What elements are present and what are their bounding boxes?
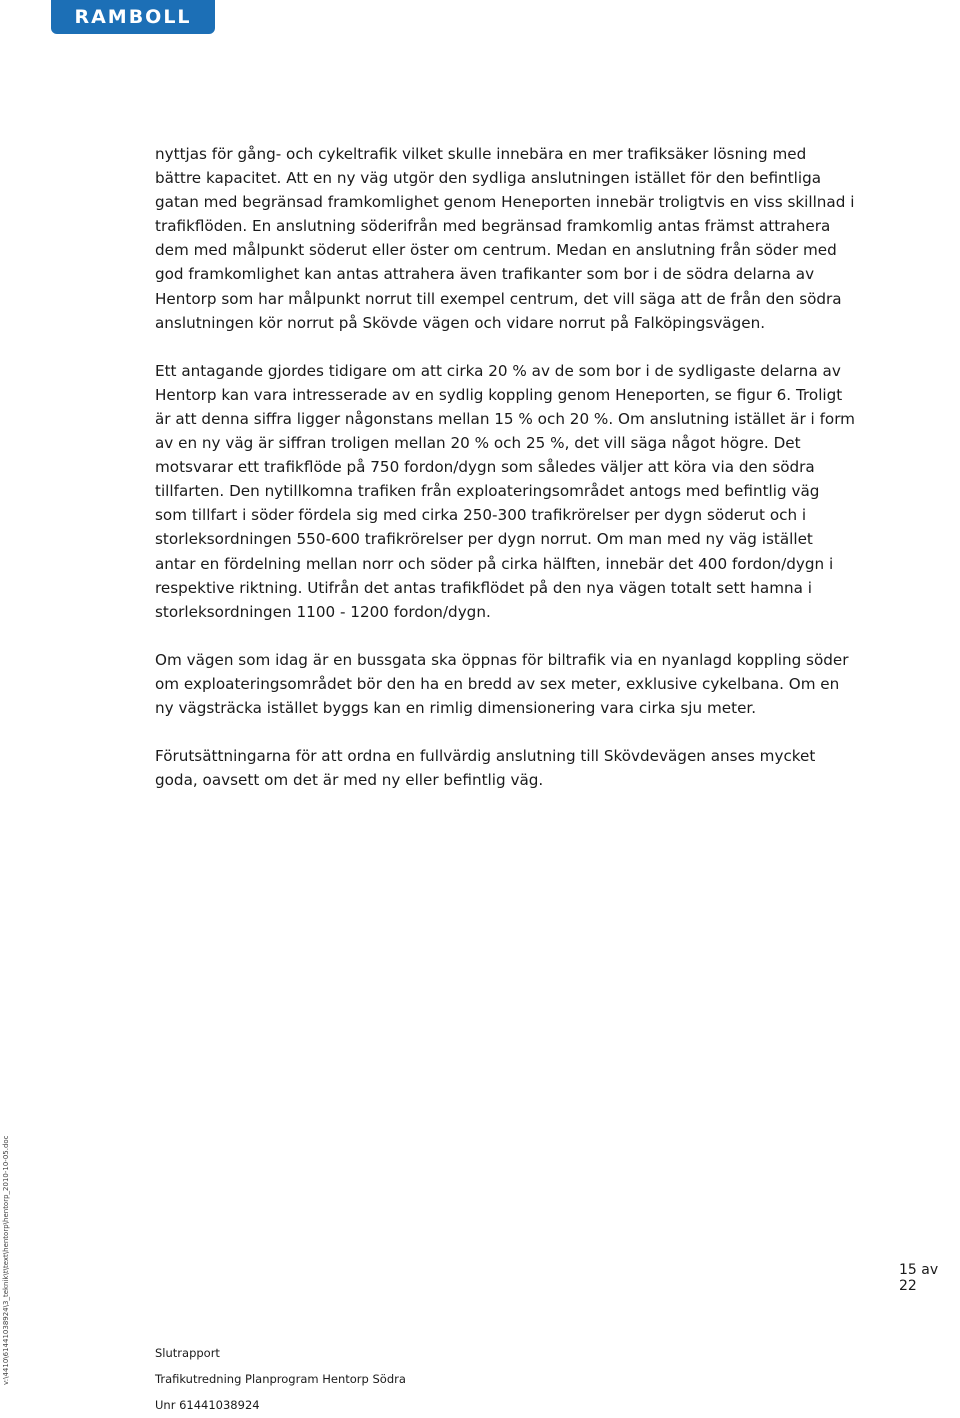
footer-report-number: Unr 61441038924 <box>155 1398 260 1412</box>
paragraph: Om vägen som idag är en bussgata ska öppnas för biltrafik via en nyanlagd koppling söder om exploateringsområdet bör den ha en bredd av sex meter, exklusive cykelbana. Om en ny vägsträcka istället byggs kan en rimlig dimensionering vara cirka sju meter. <box>155 650 849 717</box>
ramboll-logo <box>51 0 215 34</box>
page-number: 15 av 22 <box>899 1262 939 1294</box>
document-body <box>155 142 855 816</box>
paragraph: nyttjas för gång- och cykeltrafik vilket skulle innebära en mer trafiksäker lösning med bättre kapacitet. Att en ny väg utgör den sydliga anslutningen istället för den befintliga gatan med begränsad framkomlighet genom Heneporten innebär troligtvis en viss skillnad i trafikflöden. En anslutning söderifrån med begränsad framkomlig antas främst attrahera dem med målpunkt söderut eller öster om centrum. Medan en anslutning från söder med god framkomlighet kan antas attrahera även trafikanter som bor i de södra delarna av Hentorp som har målpunkt norrut till exempel centrum, det vill säga att de från den södra anslutningen kör norrut på Skövde vägen och vidare norrut på Falköpingsvägen. <box>155 145 855 332</box>
footer-report-type: Slutrapport <box>155 1346 220 1360</box>
paragraph: Ett antagande gjordes tidigare om att cirka 20 % av de som bor i de sydligaste delarna av Hentorp kan vara intresserade av en sydlig koppling genom Heneporten, se figur 6. Troligt är att denna siffra ligger någonstans mellan 15 % och 20 %. Om anslutning istället är i form av en ny väg är siffran troligen mellan 20 % och 25 %, det vill säga något högre. Det motsvarar ett trafikflöde på 750 fordon/dygn som således väljer att köra via den södra tillfarten. Den nytillkomna trafiken från exploateringsområdet antogs med befintlig väg som tillfart i söder fördela sig med cirka 250-300 trafikrörelser per dygn söderut och i storleksordningen 550-600 trafikrörelser per dygn norrut. Om man med ny väg istället antar en fördelning mellan norr och söder på cirka hälften, innebär det 400 fordon/dygn i respektive riktning. Utifrån det antas trafikflödet på den nya vägen totalt sett hamna i storleksordningen 1100 - 1200 fordon/dygn. <box>155 361 855 621</box>
paragraph: Förutsättningarna för att ordna en fullvärdig anslutning till Skövdevägen anses mycket goda, oavsett om det är med ny eller befintlig väg. <box>155 747 816 790</box>
footer-report-title: Trafikutredning Planprogram Hentorp Södra <box>155 1372 406 1386</box>
logo-text: RAMBOLL <box>74 6 192 28</box>
footer <box>155 1340 406 1418</box>
file-path-margin-text: v:\4410\61441038924\3_teknik\t\text\hentorp\hentorp_2010-10-05.doc <box>2 1135 10 1385</box>
